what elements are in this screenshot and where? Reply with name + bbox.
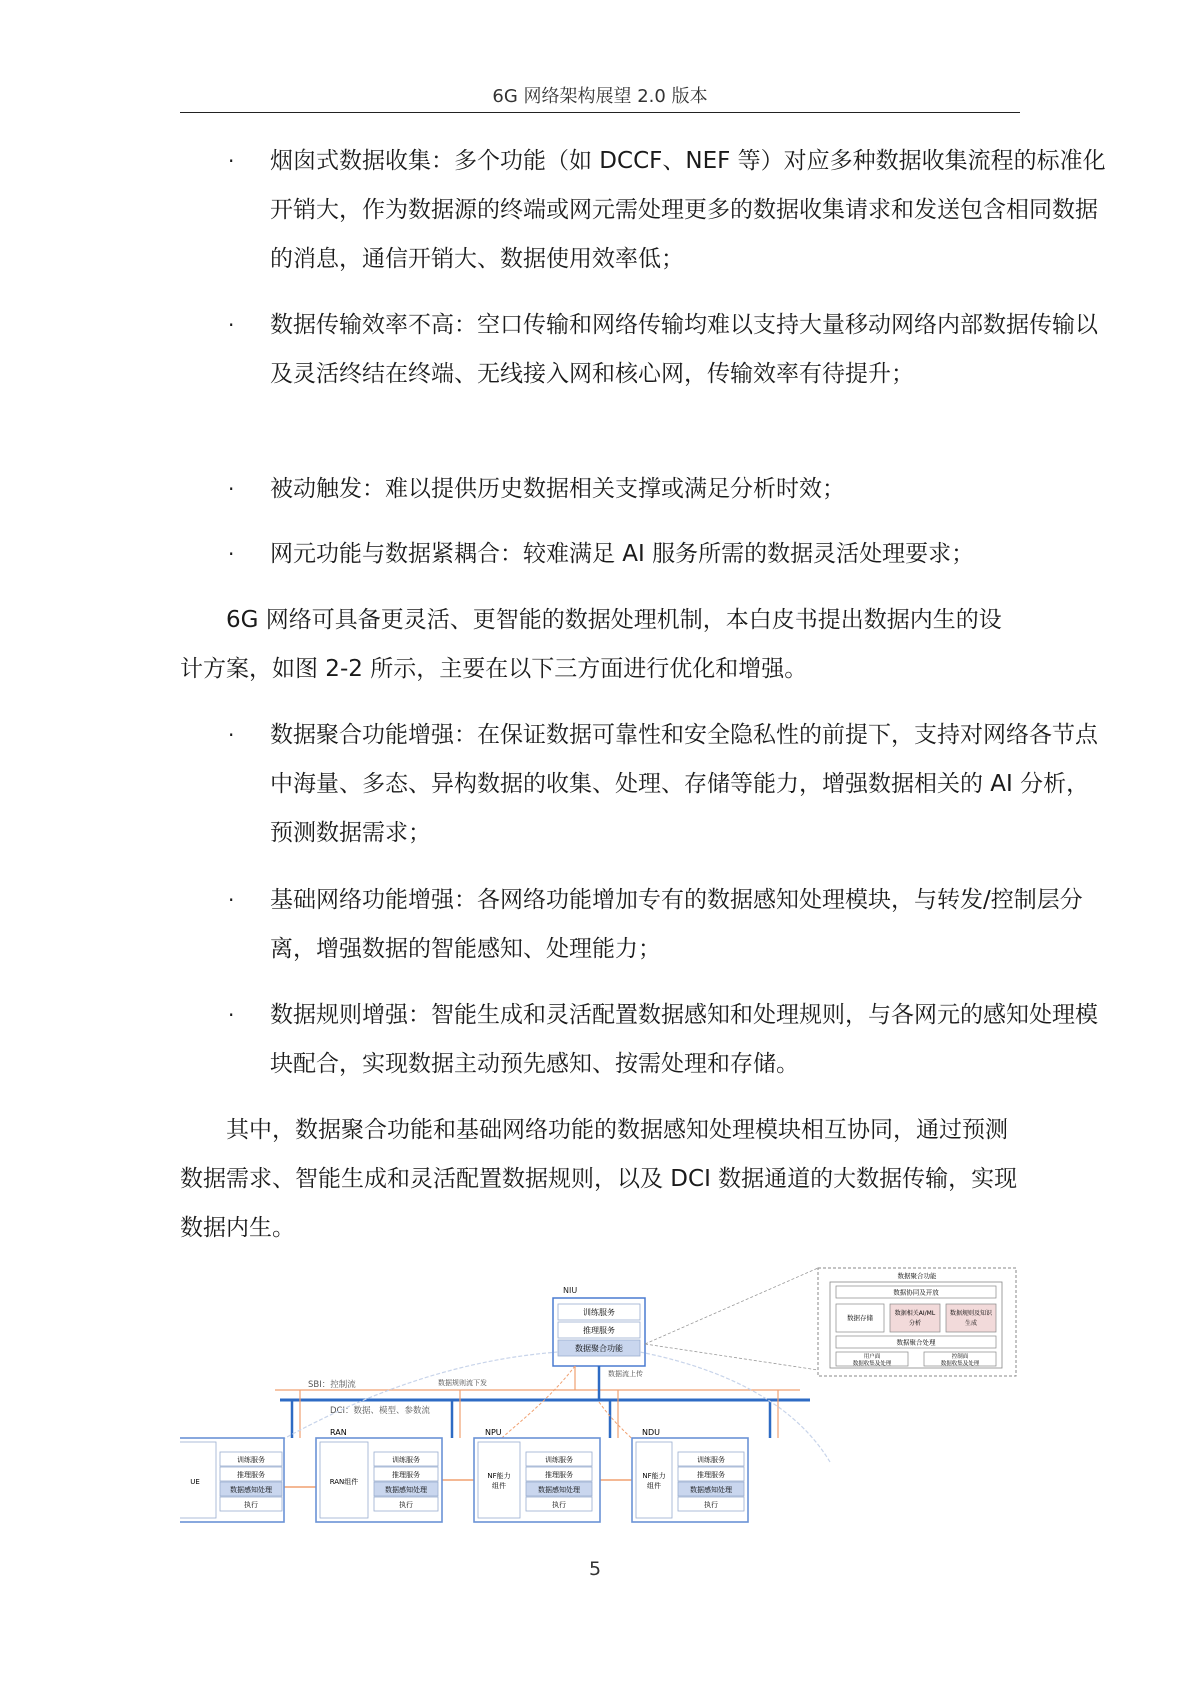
node-row: 数据感知处理 [690, 1486, 732, 1494]
node-row: 训练服务 [237, 1456, 265, 1464]
agg-user: 用户面 [863, 1354, 881, 1360]
node-row: 执行 [399, 1501, 413, 1509]
bullet-icon: · [228, 313, 235, 337]
niu-title: NIU [563, 1286, 578, 1295]
architecture-figure [180, 1262, 1020, 1542]
list-item [180, 465, 1110, 514]
list-item-text: 数据规则增强：智能生成和灵活配置数据感知和处理规则，与各网元的感知处理模块配合，实现数据主动预先感知、按需处理和存储。 [270, 1002, 1098, 1077]
list-item [180, 711, 1110, 858]
list-item [180, 530, 1110, 579]
node-side: 组件 [647, 1482, 661, 1490]
node-title: NPU [485, 1428, 502, 1437]
list-item [180, 301, 1110, 399]
rules-down-label: 数据规则流下发 [438, 1379, 487, 1387]
node-side: 组件 [492, 1482, 506, 1490]
node-row: 训练服务 [545, 1456, 573, 1464]
agg-ctrl: 数据收集及处理 [940, 1361, 980, 1367]
bullet-icon: · [228, 888, 235, 912]
list-item-text: 网元功能与数据紧耦合：较难满足 AI 服务所需的数据灵活处理要求； [270, 541, 975, 567]
list-item [180, 991, 1110, 1089]
agg-analysis: 分析 [908, 1320, 922, 1327]
bullet-icon: · [228, 477, 235, 501]
list-item [180, 876, 1110, 974]
node-row: 推理服务 [237, 1471, 265, 1479]
bullet-icon: · [228, 542, 235, 566]
node-row: 数据感知处理 [230, 1486, 272, 1494]
agg-ctrl: 控制面 [951, 1354, 969, 1360]
architecture-diagram [180, 1262, 1020, 1542]
list-item-text: 烟囱式数据收集：多个功能（如 DCCF、NEF 等）对应多种数据收集流程的标准化开销大，作为数据源的终端或网元需处理更多的数据收集请求和发送包含相同数据的消息，通信开销大、数据使用效率低； [270, 148, 1106, 272]
node-row: 训练服务 [697, 1456, 725, 1464]
node-row: 数据感知处理 [538, 1486, 580, 1494]
list-item-text: 被动触发：难以提供历史数据相关支撑或满足分析时效； [270, 476, 845, 502]
data-up-label: 数据流上传 [608, 1370, 643, 1378]
bullet-icon: · [228, 149, 235, 173]
list-item-text: 数据传输效率不高：空口传输和网络传输均难以支持大量移动网络内部数据传输以及灵活终结在终端、无线接入网和核心网，传输效率有待提升； [270, 312, 1098, 387]
agg-title: 数据聚合功能 [897, 1272, 937, 1280]
niu-row: 推理服务 [583, 1326, 615, 1335]
node-row: 推理服务 [697, 1471, 725, 1479]
bullet-icon: · [228, 1003, 235, 1027]
agg-rules: 数据规则及知识 [949, 1310, 993, 1317]
niu-row: 数据聚合功能 [575, 1344, 623, 1353]
node-title: NDU [642, 1428, 660, 1437]
agg-process: 数据聚合处理 [896, 1338, 936, 1347]
sbi-label: SBI：控制流 [308, 1380, 356, 1390]
node-side: UE [190, 1478, 200, 1486]
agg-analysis: 数据相关AI/ML [894, 1310, 936, 1317]
header-rule [180, 112, 1020, 113]
list-item [180, 137, 1110, 284]
page-header: 6G 网络架构展望 2.0 版本 [492, 86, 708, 107]
dci-label: DCI：数据、模型、参数流 [330, 1406, 430, 1416]
list-item-text: 数据聚合功能增强：在保证数据可靠性和安全隐私性的前提下，支持对网络各节点中海量、多态、异构数据的收集、处理、存储等能力，增强数据相关的 AI 分析，预测数据需求； [270, 722, 1098, 846]
node-row: 执行 [704, 1501, 718, 1509]
node-title: RAN [330, 1428, 347, 1437]
node-row: 训练服务 [392, 1456, 420, 1464]
list-item-text: 基础网络功能增强：各网络功能增加专有的数据感知处理模块，与转发/控制层分离，增强数据的智能感知、处理能力； [270, 887, 1083, 962]
node-side: NF能力 [642, 1472, 666, 1480]
bullet-icon: · [228, 723, 235, 747]
node-row: 推理服务 [392, 1471, 420, 1479]
niu-row: 训练服务 [583, 1308, 615, 1317]
agg-store: 数据存储 [847, 1314, 873, 1322]
page-number: 5 [588, 1558, 602, 1580]
node-row: 推理服务 [545, 1471, 573, 1479]
agg-top: 数据协同及开放 [893, 1288, 939, 1297]
agg-rules: 生成 [964, 1320, 978, 1327]
node-side: NF能力 [487, 1472, 511, 1480]
paragraph: 其中，数据聚合功能和基础网络功能的数据感知处理模块相互协同，通过预测数据需求、智能生成和灵活配置数据规则，以及 DCI 数据通道的大数据传输，实现数据内生。 [180, 1117, 1018, 1241]
node-side: RAN组件 [329, 1478, 359, 1486]
paragraph: 6G 网络可具备更灵活、更智能的数据处理机制，本白皮书提出数据内生的设计方案，如图 2-2 所示，主要在以下三方面进行优化和增强。 [180, 607, 1002, 682]
node-row: 数据感知处理 [385, 1486, 427, 1494]
agg-user: 数据收集及处理 [852, 1361, 892, 1367]
node-row: 执行 [552, 1501, 566, 1509]
node-row: 执行 [244, 1501, 258, 1509]
